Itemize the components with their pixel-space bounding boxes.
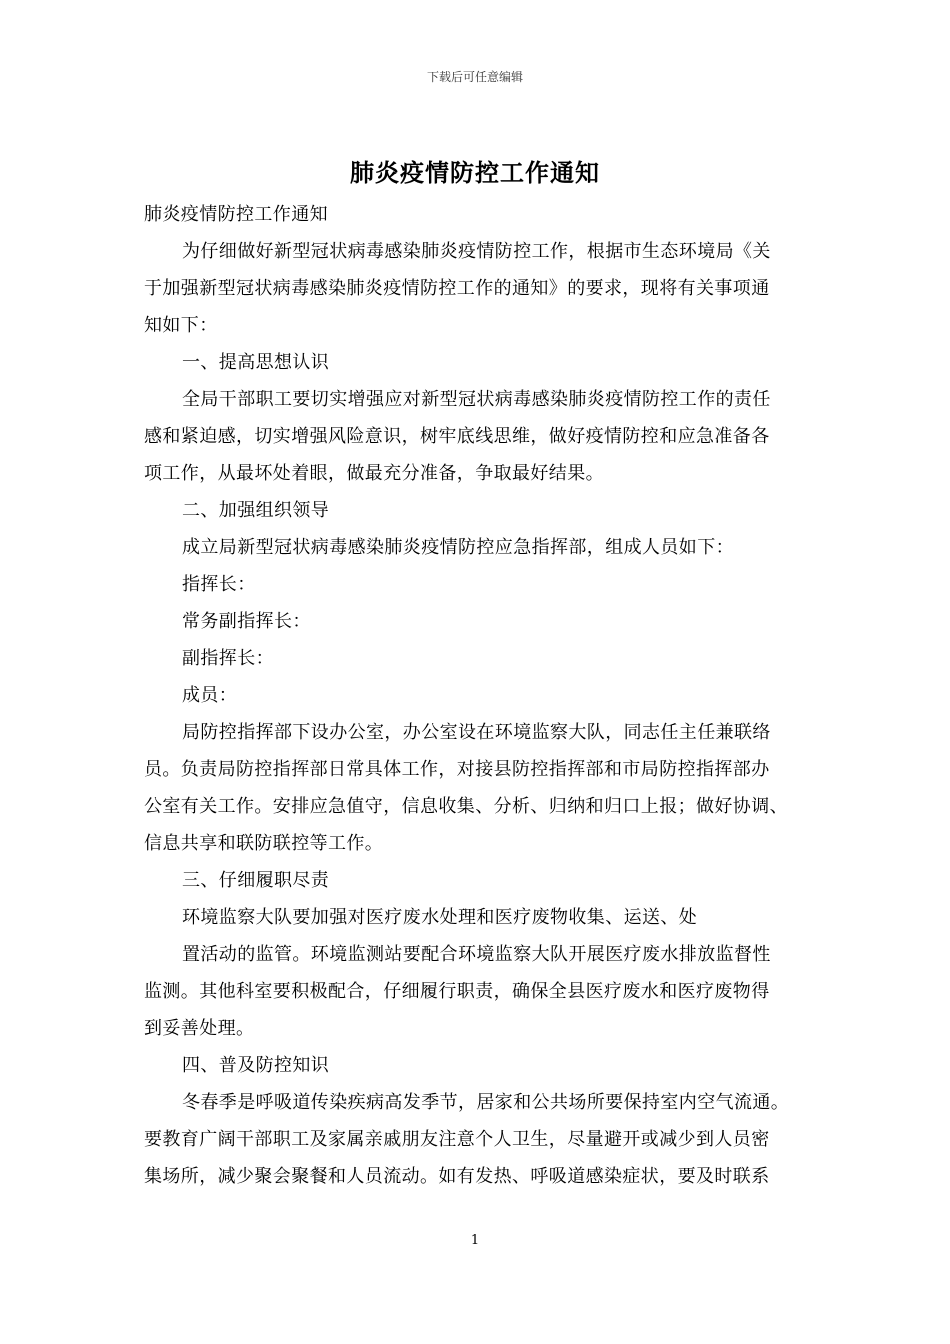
body-line: 员。负责局防控指挥部日常具体工作，对接县防控指挥部和市局防控指挥部办	[144, 759, 770, 780]
body-line: 到妥善处理。	[144, 1018, 255, 1039]
body-line: 置活动的监管。环境监测站要配合环境监察大队开展医疗废水排放监督性	[182, 944, 771, 965]
body-line: 肺炎疫情防控工作通知	[144, 204, 328, 225]
document-body	[144, 196, 824, 1195]
body-line: 感和紧迫感，切实增强风险意识，树牢底线思维，做好疫情防控和应急准备各	[144, 426, 770, 447]
body-line: 要教育广阔干部职工及家属亲戚朋友注意个人卫生，尽量避开或减少到人员密	[144, 1129, 770, 1150]
body-line: 公室有关工作。安排应急值守，信息收集、分析、归纳和归口上报；做好协调、	[144, 796, 788, 817]
body-line: 常务副指挥长：	[182, 611, 311, 632]
body-line: 监测。其他科室要积极配合，仔细履行职责，确保全县医疗废水和医疗废物得	[144, 981, 770, 1002]
page-number: 1	[470, 1233, 480, 1248]
body-line: 信息共享和联防联控等工作。	[144, 833, 384, 854]
section-heading: 三、仔细履职尽责	[182, 870, 330, 891]
section-heading: 二、加强组织领导	[182, 500, 330, 521]
body-line: 副指挥长：	[182, 648, 274, 669]
section-heading: 四、普及防控知识	[182, 1055, 330, 1076]
body-line: 冬春季是呼吸道传染疾病高发季节，居家和公共场所要保持室内空气流通。	[182, 1092, 790, 1113]
body-line: 全局干部职工要切实增强应对新型冠状病毒感染肺炎疫情防控工作的责任	[182, 389, 771, 410]
body-line: 项工作，从最坏处着眼，做最充分准备，争取最好结果。	[144, 463, 604, 484]
body-line: 成员：	[182, 685, 238, 706]
body-line: 局防控指挥部下设办公室，办公室设在环境监察大队，同志任主任兼联络	[182, 722, 771, 743]
body-line: 知如下：	[144, 315, 218, 336]
section-heading: 一、提高思想认识	[182, 352, 330, 373]
body-line: 成立局新型冠状病毒感染肺炎疫情防控应急指挥部，组成人员如下：	[182, 537, 734, 558]
body-line: 环境监察大队要加强对医疗废水处理和医疗废物收集、运送、处	[182, 907, 698, 928]
body-line: 于加强新型冠状病毒感染肺炎疫情防控工作的通知》的要求，现将有关事项通	[144, 278, 770, 299]
body-line: 集场所，减少聚会聚餐和人员流动。如有发热、呼吸道感染症状，要及时联系	[144, 1166, 770, 1187]
document-title: 肺炎疫情防控工作通知	[350, 158, 600, 187]
body-line: 指挥长：	[182, 574, 256, 595]
body-line: 为仔细做好新型冠状病毒感染肺炎疫情防控工作，根据市生态环境局《关	[182, 241, 771, 262]
header-note: 下载后可任意编辑	[426, 70, 523, 84]
